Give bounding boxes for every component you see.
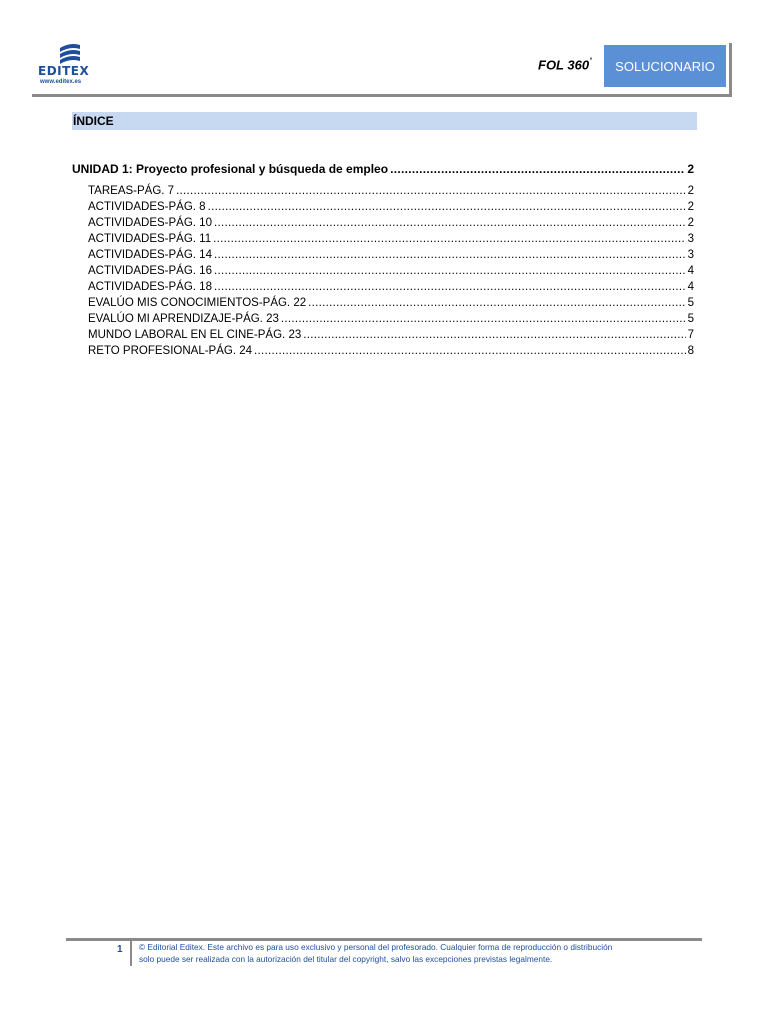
toc-entry[interactable] [72,199,694,215]
book-title-text: FOL 360 [538,57,590,73]
toc-entry-page: 2 [687,201,694,213]
toc-leader-dots [254,343,686,359]
toc-entry-label: ACTIVIDADES-PÁG. 18 [88,281,212,293]
book-stack-icon [56,42,86,66]
toc-leader-dots [214,279,686,295]
toc-entry-label: ACTIVIDADES-PÁG. 16 [88,265,212,277]
toc-entry-page: 7 [687,329,694,341]
toc-entry-page: 3 [687,249,694,261]
toc-entry-page: 2 [687,185,694,197]
toc-entry-page: 3 [687,233,694,245]
toc-entry-page: 2 [687,162,694,176]
toc-entry[interactable] [72,215,694,231]
toc-entry[interactable] [72,231,694,247]
toc-entry-label: ACTIVIDADES-PÁG. 11 [88,233,212,245]
toc-entry[interactable] [72,311,694,327]
toc-entry[interactable] [72,279,694,295]
editex-logo [38,40,102,90]
toc-leader-dots [214,215,686,231]
toc-leader-dots [214,263,686,279]
toc-entry-label: UNIDAD 1: Proyecto profesional y búsqueda de empleo [72,162,389,176]
toc-entry-page: 5 [687,313,694,325]
toc-entry-label: MUNDO LABORAL EN EL CINE-PÁG. 23 [88,329,302,341]
toc-entry-label: RETO PROFESIONAL-PÁG. 24 [88,345,253,357]
toc-entry-page: 5 [687,297,694,309]
copyright-line-2: solo puede ser realizada con la autorización del titular del copyright, salvo las excepciones previstas legalmente. [139,954,553,964]
toc-leader-dots [303,327,685,343]
toc-entry[interactable] [72,327,694,343]
page-number: 1 [117,944,123,955]
toc-entry-page: 2 [687,217,694,229]
toc-entry-page: 8 [687,345,694,357]
toc-entry-unit-1[interactable] [72,160,694,180]
copyright-notice [139,941,699,965]
toc-entry[interactable] [72,247,694,263]
table-of-contents [72,160,694,359]
toc-entry-label: ACTIVIDADES-PÁG. 10 [88,217,212,229]
logo-wordmark: EDITEX [38,64,90,78]
toc-entry[interactable] [72,263,694,279]
header-horizontal-rule [32,94,732,97]
toc-entry[interactable] [72,295,694,311]
toc-leader-dots [281,311,686,327]
footer-vertical-rule [130,940,132,966]
toc-entry-page: 4 [687,265,694,277]
copyright-line-1: © Editorial Editex. Este archivo es para uso exclusivo y personal del profesorado. Cualquier forma de reproducción o distribución [139,942,613,952]
toc-entry-label: EVALÚO MI APRENDIZAJE-PÁG. 23 [88,313,279,325]
book-title-degree: ˚ [589,57,592,66]
toc-entry[interactable] [72,343,694,359]
logo-url: www.editex.es [40,79,82,85]
toc-leader-dots [208,199,686,215]
header-vertical-rule [729,43,732,96]
toc-leader-dots [214,247,686,263]
book-title [538,57,592,72]
toc-entry-label: EVALÚO MIS CONOCIMIENTOS-PÁG. 22 [88,297,307,309]
toc-leader-dots [390,160,685,178]
toc-entry-page: 4 [687,281,694,293]
toc-leader-dots [213,231,685,247]
toc-leader-dots [176,183,686,199]
toc-entry-label: TAREAS-PÁG. 7 [88,185,175,197]
toc-entry[interactable] [72,183,694,199]
toc-entry-label: ACTIVIDADES-PÁG. 14 [88,249,212,261]
toc-leader-dots [308,295,685,311]
index-heading: ÍNDICE [72,112,697,130]
solucionario-badge: SOLUCIONARIO [604,45,726,87]
toc-entry-label: ACTIVIDADES-PÁG. 8 [88,201,206,213]
